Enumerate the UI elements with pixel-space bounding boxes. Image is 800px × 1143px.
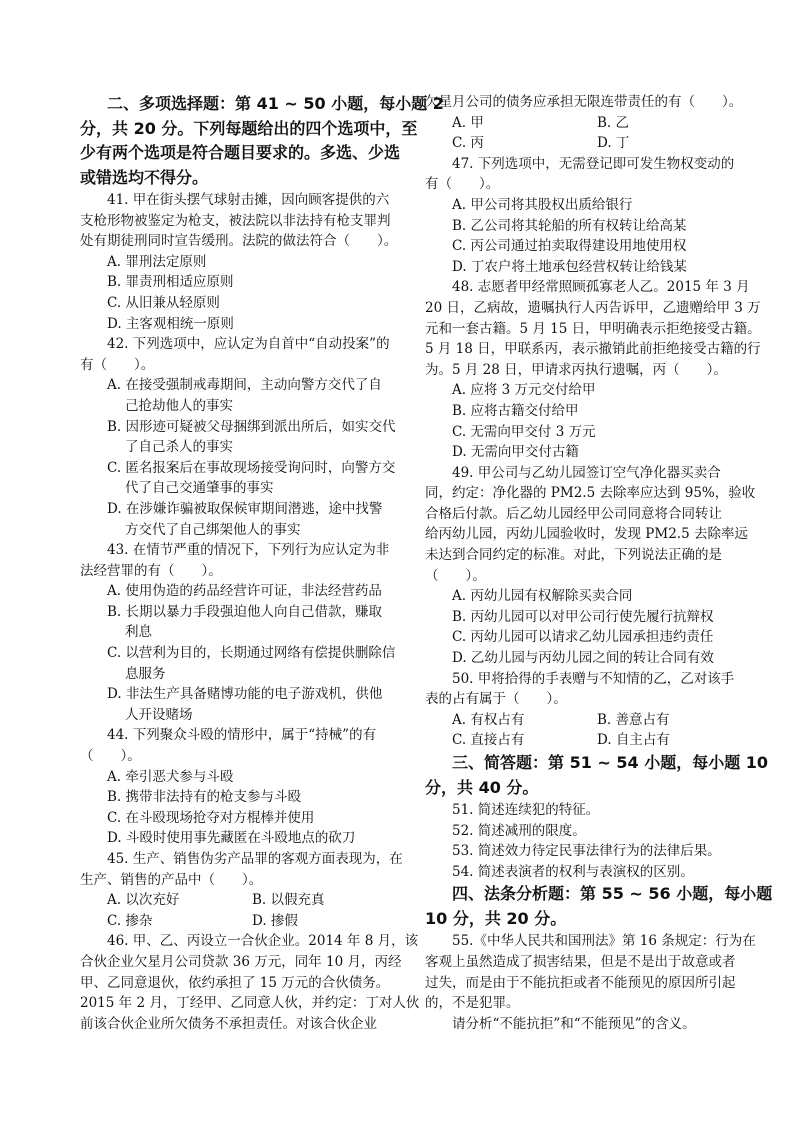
option-text: B. 乙 — [597, 114, 630, 131]
text-line: D. 非法生产具备赌博功能的电子游戏机，供他 — [107, 686, 383, 703]
text-line: D. 在涉嫌诈骗被取保候审期间潜逃，途中找警 — [107, 500, 383, 517]
left-column — [80, 92, 444, 1034]
text-line: 处有期徒刑同时宣告缓刑。法院的做法符合（ ）。 — [80, 233, 398, 250]
text-line: A. 丙幼儿园有权解除买卖合同 — [452, 588, 633, 605]
text-line: 54. 简述表演者的权利与表演权的区别。 — [452, 863, 694, 880]
text-line: 44. 下列聚众斗殴的情形中，属于“持械”的有 — [107, 727, 377, 744]
text-line: 48. 志愿者甲经常照顾孤寡老人乙。2015 年 3 月 — [452, 279, 750, 296]
text-line: 方交代了自己绑架他人的事实 — [125, 521, 301, 538]
text-line: B. 应将古籍交付给甲 — [452, 402, 579, 419]
text-line: 法经营罪的有（ ）。 — [80, 562, 222, 579]
text-line: C. 在斗殴现场抢夺对方棍棒并使用 — [107, 809, 315, 826]
section-heading-line: 四、法条分析题：第 55 ~ 56 小题，每小题 — [452, 884, 773, 904]
text-line: C. 匿名报案后在事故现场接受询问时，向警方交 — [107, 459, 396, 476]
text-line: D. 丁农户将土地承包经营权转让给钱某 — [452, 258, 687, 275]
text-line: 同，约定：净化器的 PM2.5 去除率应达到 95%，验收 — [425, 485, 756, 502]
text-line: 代了自己交通肇事的事实 — [125, 480, 274, 497]
text-line: 未达到合同约定的标准。对此，下列说法正确的是 — [425, 547, 722, 564]
text-line: 49. 甲公司与乙幼儿园签订空气净化器买卖合 — [452, 464, 721, 481]
right-column — [425, 92, 773, 1034]
option-text: D. 丁 — [597, 135, 630, 152]
text-line: 55.《中华人民共和国刑法》第 16 条规定：行为在 — [452, 933, 756, 950]
text-line: 给丙幼儿园，丙幼儿园验收时，发现 PM2.5 去除率远 — [425, 526, 748, 543]
text-line: B. 乙公司将其轮船的所有权转让给高某 — [452, 217, 687, 234]
option-text: D. 自主占有 — [597, 732, 670, 749]
option-pair-row — [425, 730, 750, 751]
section-heading-line: 少有两个选项是符合题目要求的。多选、少选 — [80, 143, 401, 162]
text-line: 51. 简述连续犯的特征。 — [452, 802, 600, 818]
text-line: B. 携带非法持有的枪支参与斗殴 — [107, 789, 302, 806]
section-heading-line: 分，共 40 分。 — [425, 777, 539, 797]
option-pair-row — [425, 113, 750, 134]
text-line: 合伙企业欠星月公司贷款 36 万元，同年 10 月，丙经 — [80, 953, 402, 970]
text-line: 人开设赌场 — [125, 706, 193, 723]
text-line: （ ）。 — [80, 748, 141, 765]
option-text: B. 以假充真 — [252, 892, 325, 909]
section-heading-line: 10 分，共 20 分。 — [425, 908, 567, 928]
text-line: 有（ ）。 — [80, 356, 155, 373]
option-text: A. 以次充好 — [107, 892, 180, 909]
text-line: 元和一套古籍。5 月 15 日，甲明确表示拒绝接受古籍。 — [425, 320, 761, 337]
option-pair-row — [425, 710, 750, 731]
text-line: 5 月 18 日，甲联系丙，表示撤销此前拒绝接受古籍的行 — [425, 341, 761, 358]
text-line: A. 罪刑法定原则 — [107, 253, 207, 270]
text-line: C. 丙公司通过拍卖取得建设用地使用权 — [452, 238, 687, 255]
text-line: 请分析“不能抗拒”和“不能预见”的含义。 — [452, 1015, 696, 1032]
text-line: B. 长期以暴力手段强迫他人向自己借款，赚取 — [107, 603, 383, 620]
text-line: B. 丙幼儿园可以对甲公司行使先履行抗辩权 — [452, 608, 714, 625]
text-line: 甲、乙同意退伙，依约承担了 15 万元的合伙债务。 — [80, 974, 390, 991]
text-line: 20 日，乙病故，遗嘱执行人丙告诉甲，乙遗赠给甲 3 万 — [425, 299, 761, 316]
text-line: C. 丙幼儿园可以请求乙幼儿园承担违约责任 — [452, 629, 714, 646]
text-line: 42. 下列选项中，应认定为自首中“自动投案”的 — [107, 336, 390, 353]
text-line: 欠星月公司的债务应承担无限连带责任的有（ ）。 — [425, 94, 743, 110]
option-text: A. 有权占有 — [452, 711, 525, 728]
text-line: B. 罪责刑相适应原则 — [107, 274, 234, 291]
text-line: 46. 甲、乙、丙设立一合伙企业。2014 年 8 月，该 — [107, 933, 419, 950]
text-line: 利息 — [125, 624, 152, 641]
option-text: B. 善意占有 — [597, 711, 670, 728]
text-line: 前该合伙企业所欠债务不承担责任。对该合伙企业 — [80, 1015, 377, 1032]
option-text: C. 丙 — [452, 135, 484, 152]
text-line: B. 因形迹可疑被父母捆绑到派出所后，如实交代 — [107, 418, 396, 435]
option-text: D. 掺假 — [252, 912, 298, 929]
option-pair-row — [425, 133, 750, 154]
option-text: C. 掺杂 — [107, 912, 153, 929]
text-line: C. 无需向甲交付 3 万元 — [452, 423, 596, 440]
text-line: 50. 甲将拾得的手表赠与不知情的乙，乙对该手 — [452, 670, 735, 687]
text-line: A. 在接受强制戒毒期间，主动向警方交代了自 — [107, 377, 382, 394]
text-line: A. 甲公司将其股权出质给银行 — [452, 196, 633, 213]
text-line: 表的占有属于（ ）。 — [425, 691, 567, 708]
text-line: 己抢劫他人的事实 — [125, 397, 233, 414]
section-heading-line: 三、简答题：第 51 ~ 54 小题，每小题 10 — [452, 753, 769, 772]
section-heading-line: 二、多项选择题：第 41 ~ 50 小题，每小题 2 — [107, 94, 444, 113]
text-line: C. 以营利为目的，长期通过网络有偿提供删除信 — [107, 645, 396, 662]
section-heading-line: 分，共 20 分。下列每题给出的四个选项中，至 — [80, 118, 418, 138]
text-line: 43. 在情节严重的情况下，下列行为应认定为非 — [107, 542, 390, 559]
text-line: A. 应将 3 万元交付给甲 — [452, 382, 596, 399]
text-line: 息服务 — [125, 665, 166, 682]
text-line: 45. 生产、销售伪劣产品罪的客观方面表现为，在 — [107, 851, 403, 867]
text-line: 支枪形物被鉴定为枪支，被法院以非法持有枪支罪判 — [80, 212, 391, 229]
text-line: D. 无需向甲交付古籍 — [452, 444, 579, 461]
text-line: D. 主客观相统一原则 — [107, 315, 234, 332]
text-line: 2015 年 2 月，丁经甲、乙同意人伙，并约定：丁对人伙 — [80, 995, 420, 1012]
option-text: C. 直接占有 — [452, 732, 525, 749]
text-line: D. 斗殴时使用事先藏匿在斗殴地点的砍刀 — [107, 830, 356, 847]
text-line: C. 从旧兼从轻原则 — [107, 294, 220, 311]
text-line: 生产、销售的产品中（ ）。 — [80, 871, 263, 888]
text-line: 的，不是犯罪。 — [425, 995, 520, 1012]
text-line: 52. 简述减刑的限度。 — [452, 822, 586, 839]
text-line: （ ）。 — [425, 567, 486, 584]
text-line: 41. 甲在街头摆气球射击摊，因向顾客提供的六 — [107, 192, 390, 208]
text-line: 客观上虽然造成了损害结果，但是不是出于故意或者 — [425, 953, 736, 970]
text-line: 有（ ）。 — [425, 176, 500, 193]
option-text: A. 甲 — [452, 114, 484, 131]
text-line: 为。5 月 28 日，甲请求丙执行遗嘱，丙（ ）。 — [425, 361, 727, 378]
option-pair-row — [80, 890, 403, 911]
text-line: 53. 简述效力待定民事法律行为的法律后果。 — [452, 843, 721, 860]
text-line: 了自己杀人的事实 — [125, 439, 233, 456]
text-line: 过失，而是由于不能抗拒或者不能预见的原因所引起 — [425, 974, 736, 991]
text-line: A. 牵引恶犬参与斗殴 — [107, 768, 234, 785]
text-line: 合格后付款。后乙幼儿园经甲公司同意将合同转让 — [425, 505, 722, 522]
text-line: 47. 下列选项中，无需登记即可发生物权变动的 — [452, 155, 735, 172]
section-heading-line: 或错选均不得分。 — [80, 167, 209, 187]
text-line: D. 乙幼儿园与丙幼儿园之间的转让合同有效 — [452, 650, 714, 667]
option-pair-row — [80, 911, 403, 932]
text-line: A. 使用伪造的药品经营许可证，非法经营药品 — [107, 583, 382, 600]
